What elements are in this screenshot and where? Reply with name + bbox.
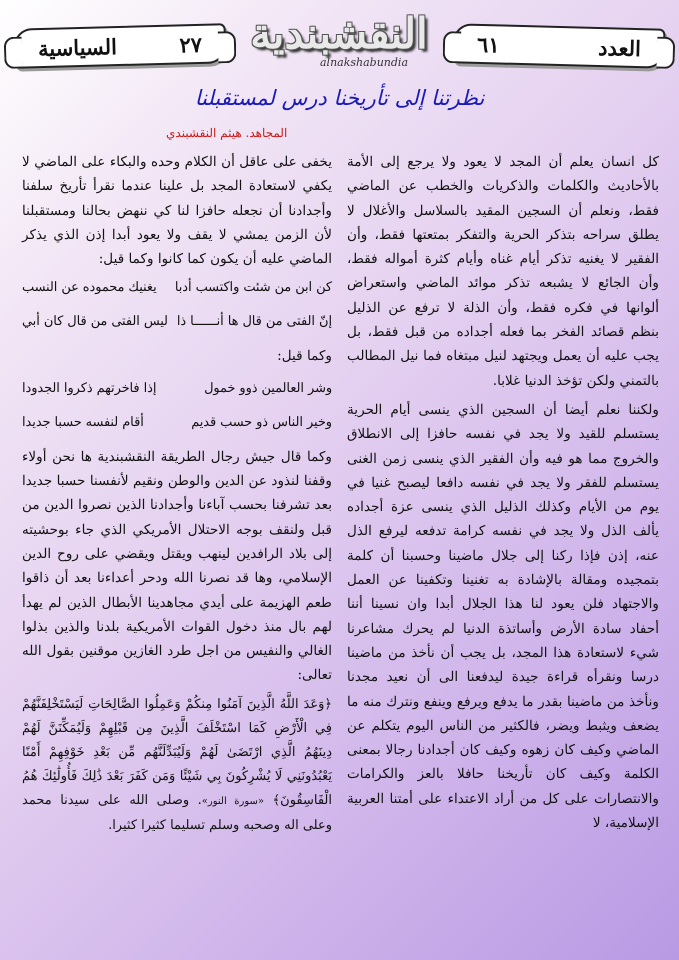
and-said-line: وكما قيل: bbox=[277, 348, 332, 365]
section-number: ٢٧ bbox=[179, 31, 203, 57]
poem-verse bbox=[22, 377, 332, 401]
left-column bbox=[22, 150, 332, 960]
article-title: نظرتنا إلى تأريخنا درس لمستقبلنا bbox=[194, 86, 485, 110]
section-banner bbox=[14, 23, 227, 69]
verse-second-half: يغنيك محموده عن النسب bbox=[22, 280, 157, 296]
verse-first-half: وخير الناس ذو حسب قديم bbox=[191, 414, 332, 430]
poem-verse bbox=[22, 276, 332, 300]
verse-second-half: أقام لنفسه حسبا جديدا bbox=[22, 414, 144, 430]
paragraph: يخفى على عاقل أن الكلام وحده والبكاء على الماضي لا يكفي لاستعادة المجد بل علينا عندما نقرأ تأريخ سلفنا وأجدادنا أن نجعله حافزا لنا كي ننهض بحالنا ومستقبلنا لأن الزمن يمشي لا يقف ولا يعود أبدا إذن الذي يذكر الماضي عليه أن يكون كما كانوا وكما قيل: bbox=[22, 154, 332, 268]
section-label: السياسية bbox=[37, 33, 118, 61]
poem bbox=[22, 276, 332, 334]
poem-verse bbox=[22, 310, 332, 334]
article-author: المجاهد. هيثم النقشبندي bbox=[166, 126, 288, 140]
logo-title: النقشبندية bbox=[250, 9, 428, 58]
issue-number: ٦١ bbox=[476, 31, 500, 57]
verse-first-half: كن ابن من شئت واكتسب أدبا bbox=[174, 280, 332, 296]
quran-reference: «سورة النور» bbox=[201, 795, 265, 807]
verse-first-half: إنّ الفتى من قال ها أنــــــا ذا bbox=[176, 314, 332, 330]
verse-first-half: وشر العالمين ذوو خمول bbox=[204, 380, 332, 396]
logo-url: alnakshabundia bbox=[320, 56, 408, 69]
poem-verse bbox=[22, 411, 332, 435]
issue-label: العدد bbox=[597, 34, 642, 61]
quran-verse-block bbox=[22, 693, 332, 838]
right-column bbox=[347, 150, 659, 960]
poem bbox=[22, 377, 332, 435]
verse-second-half: ليس الفتى من قال كان أبي bbox=[22, 314, 168, 330]
paragraph: ولكننا نعلم أيضا أن السجين الذي ينسى أيام الحرية يستسلم للقيد ولا يجد في نفسه حافزا إلى الانطلاق والخروج مما هو فيه وأن الفقير الذي ينسى زمن الغنى يستسلم للفقر ولا يجد في نفسه دافعا ليصبح غنيا في يوم من الأيام وكذلك الذليل الذي ينسى عزة أجداده يألف الذل ولا يجد في نفسه كرامة تدفعه ليرفع الذل عنه، إذن فإذا ركنا إلى جلال ماضينا وحسبنا أن كلمة بتمجيده ومقالة بالإشادة به تغنينا وتكفينا عن العمل والاجتهاد فلن يعود لنا هذا الجلال أبدا وان نسينا أننا أحفاد سادة الأرض وأساتذة الدنيا لم يحرك مشاعرنا شيء لاستعادة هذا المجد، بل يجب أن نأخذ من ماضينا درسا ونقرأه قراءة جيدة ليدفعنا الى أن نعيد مجدنا ونأخذ من ماضينا بقدر ما يدفع ويرفع وينفع ونترك منه ما يضعف ويثبط ويضر، فالكثير من الناس اليوم يتكلم عن الماضي وكيف كان زهوه وكيف كان أجدادنا رجالا بمعنى الكلمة وكيف كان تأريخنا حافلا بالعز والكرامات والانتصارات على كل من أراد الاعتداء على أمتنا العربية الإسلامية، لا bbox=[347, 401, 659, 832]
magazine-logo bbox=[239, 6, 439, 78]
paragraph: كل انسان يعلم أن المجد لا يعود ولا يرجع إلى الأمة بالأحاديث والكلمات والذكريات والخطب عن الماضي فقط، ونعلم أن السجين المقيد بالسلاسل والأغلال لا يطلق سراحه بتذكر الحرية والتفكر بمتعتها فقط، وأن الفقير لا يغنيه تذكر أيام غناه وأيام كثرة أمواله فقط، وأن الجائع لا يشبعه تذكر موائد الماضي واستعراض ألوانها في فكره فقط، وأن الذلة لا ترفع عن الذليل بنظم قصائد الفخر بما فعله أجداده من قبل فقط، بل يجب عليه أن يعمل ويجتهد لنيل مبتغاه فما نيل المطالب بالتمني ولكن تؤخذ الدنيا غلابا. bbox=[347, 154, 659, 389]
closing-text: . وصلى الله على سيدنا محمد وعلى اله وصحبه وسلم تسليما كثيرا كثيرا. bbox=[22, 792, 332, 833]
paragraph: وكما قال جيش رجال الطريقة النقشبندية ها نحن أولاء وقفنا لنذود عن الدين والوطن ونقيم لأنفسنا حسبا جديدا بعد تشرفنا بحسب آباءنا وأجدادنا الذين نصروا الدين من قبل ولنقف بوجه الاحتلال الأمريكي الذي جاء بوحشيته إلى بلاد الرافدين لينهب ويقتل ويقضي على روح الدين الإسلامي، وها قد نصرنا الله ودحر أعداءنا بعد أن ذاقوا طعم الهزيمة على أيدي مجاهدينا الأبطال الذين لم يهدأ لهم بال منذ دخول القوات الأمريكية بلدنا والذين بذلوا الغالي والنفيس من اجل طرد الغازين موقنين بقول الله تعالى: bbox=[22, 448, 332, 684]
page-header bbox=[0, 0, 679, 82]
quran-verse: ﴿وَعَدَ اللَّهُ الَّذِينَ آمَنُوا مِنكُمْ وَعَمِلُوا الصَّالِحَاتِ لَيَسْتَخْلِفَنَّهُمْ فِي الْأَرْضِ كَمَا اسْتَخْلَفَ الَّذِينَ مِن قَبْلِهِمْ وَلَيُمَكِّنَنَّ لَهُمْ دِينَهُمُ الَّذِي ارْتَضَىٰ لَهُمْ وَلَيُبَدِّلَنَّهُم مِّن بَعْدِ خَوْفِهِمْ أَمْنًا يَعْبُدُونَنِي لَا يُشْرِكُونَ بِي شَيْئًا وَمَن كَفَرَ بَعْدَ ذَٰلِكَ فَأُولَٰئِكَ هُمُ الْفَاسِقُونَ﴾ bbox=[22, 696, 333, 808]
issue-banner bbox=[453, 23, 666, 69]
verse-second-half: إذا فاخرتهم ذكروا الجدودا bbox=[22, 380, 157, 396]
